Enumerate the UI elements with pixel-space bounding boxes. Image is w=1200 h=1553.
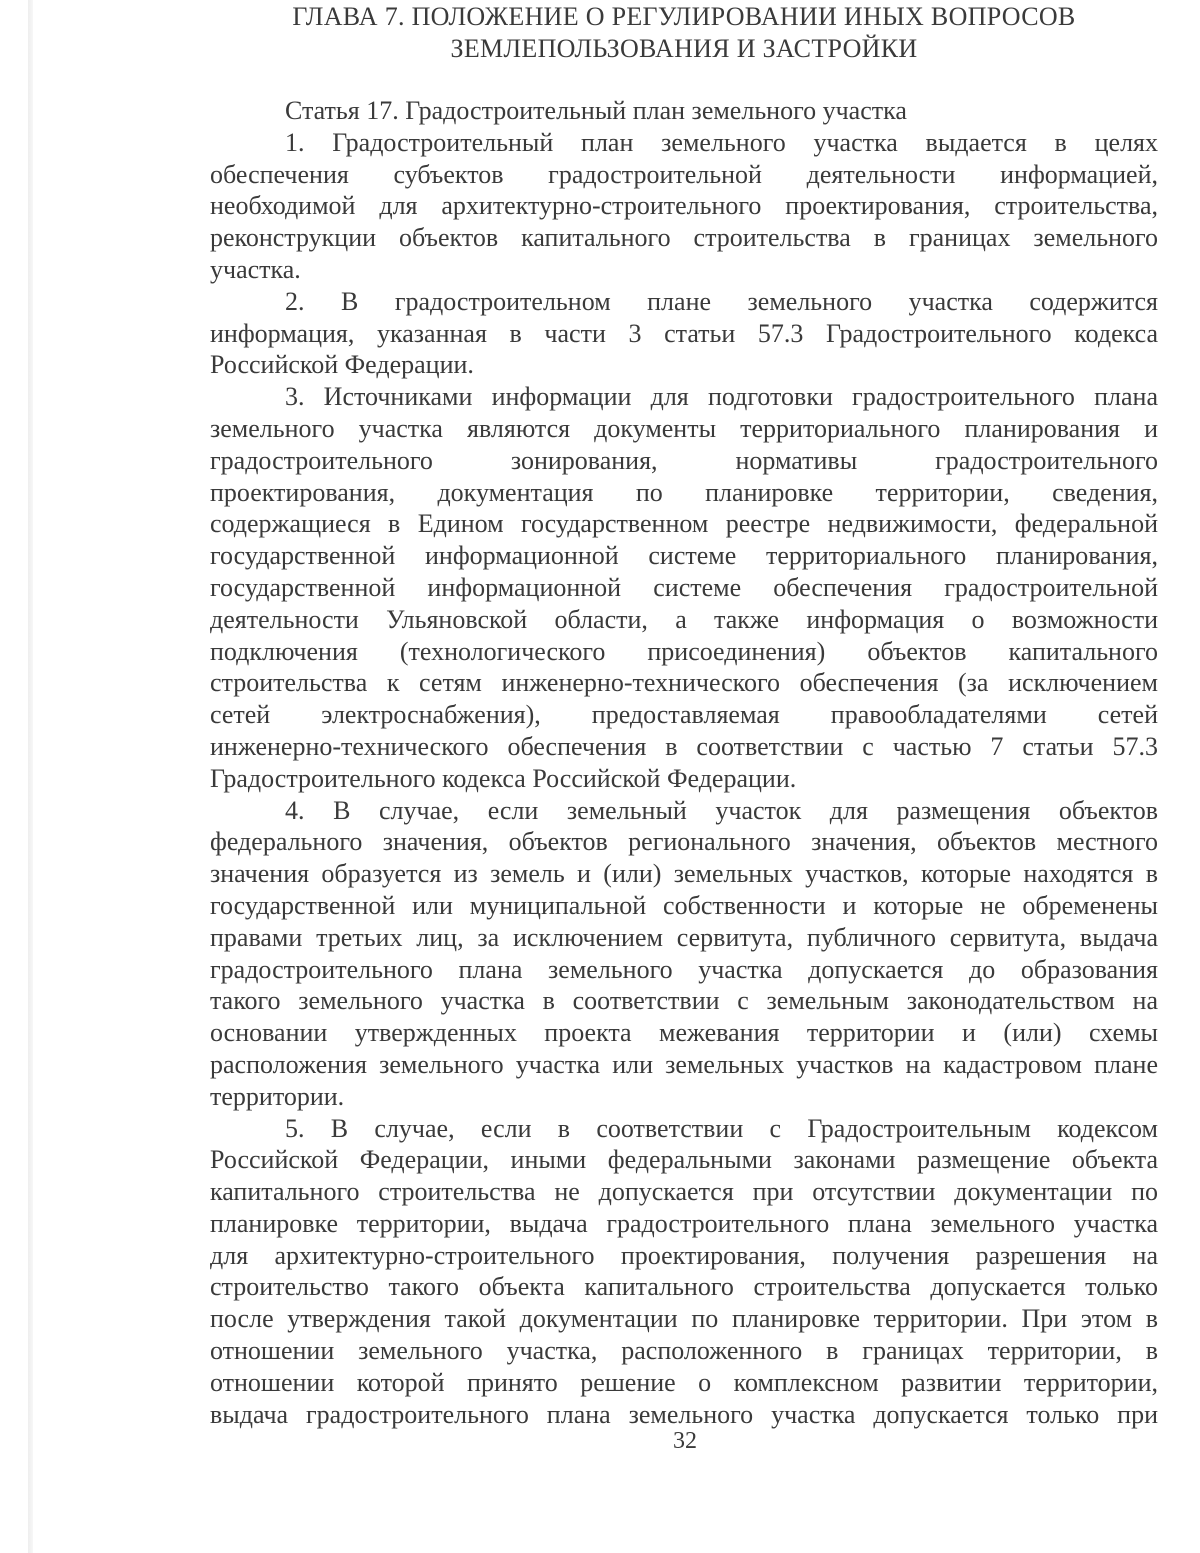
text-line: 3. Источниками информации для подготовки градостроительного плана <box>285 382 1158 412</box>
text-line: значения образуется из земель и (или) земельных участков, которые находятся в <box>210 859 1158 889</box>
text-line: обеспечения субъектов градостроительной деятельности информацией, <box>210 159 1158 189</box>
paragraph <box>210 286 1158 381</box>
text-line: правами третьих лиц, за исключением сервитута, публичного сервитута, выдача <box>210 922 1158 952</box>
article-heading <box>210 95 1158 127</box>
text-line: Российской Федерации, иными федеральными законами размещение объекта <box>210 1145 1158 1175</box>
text-line: инженерно-технического обеспечения в соответствии с частью 7 статьи 57.3 <box>210 731 1158 761</box>
text-line: территории. <box>210 1081 345 1111</box>
text-line: расположения земельного участка или земельных участков на кадастровом плане <box>210 1049 1158 1079</box>
text-line: 1. Градостроительный план земельного участка выдается в целях <box>285 127 1158 157</box>
text-line: информация, указанная в части 3 статьи 57.3 Градостроительного кодекса <box>210 318 1158 348</box>
text-line: для архитектурно-строительного проектирования, получения разрешения на <box>210 1240 1158 1270</box>
text-line: содержащиеся в Едином государственном реестре недвижимости, федеральной <box>210 509 1158 539</box>
text-line: государственной информационной системе обеспечения градостроительной <box>210 572 1158 602</box>
text-line: градостроительного зонирования, нормативы градостроительного <box>210 445 1158 475</box>
text-line: государственной или муниципальной собственности и которые не обременены <box>210 890 1158 920</box>
text-line: Российской Федерации. <box>210 350 474 380</box>
text-line: участка. <box>210 254 301 284</box>
chapter-title-line-1: ГЛАВА 7. ПОЛОЖЕНИЕ О РЕГУЛИРОВАНИИ ИНЫХ ВОПРОСОВ <box>292 2 1076 31</box>
page-number: 32 <box>673 1428 697 1454</box>
text-line: 5. В случае, если в соответствии с Градостроительным кодексом <box>285 1113 1158 1143</box>
paragraph <box>210 1113 1158 1431</box>
text-line: планировке территории, выдача градостроительного плана земельного участка <box>210 1208 1158 1238</box>
text-line: 2. В градостроительном плане земельного участка содержится <box>285 286 1158 316</box>
text-line: деятельности Ульяновской области, а также информация о возможности <box>210 604 1158 634</box>
text-line: Статья 17. Градостроительный план земельного участка <box>285 96 907 125</box>
text-line: отношении которой принято решение о комплексном развитии территории, <box>210 1367 1158 1397</box>
text-line: необходимой для архитектурно-строительного проектирования, строительства, <box>210 191 1158 221</box>
text-line: капитального строительства не допускается при отсутствии документации по <box>210 1177 1158 1207</box>
document-body <box>210 95 1158 1430</box>
text-line: строительства к сетям инженерно-технического обеспечения (за исключением <box>210 668 1158 698</box>
text-line: Градостроительного кодекса Российской Федерации. <box>210 763 797 793</box>
chapter-title-line-2: ЗЕМЛЕПОЛЬЗОВАНИЯ И ЗАСТРОЙКИ <box>450 34 918 63</box>
text-line: земельного участка являются документы территориального планирования и <box>210 413 1158 443</box>
paragraph <box>210 381 1158 794</box>
text-line: отношении земельного участка, расположенного в границах территории, в <box>210 1336 1158 1366</box>
text-line: проектирования, документация по планировке территории, сведения, <box>210 477 1158 507</box>
text-line: основании утвержденных проекта межевания территории и (или) схемы <box>210 1018 1158 1048</box>
scan-edge <box>28 0 33 1553</box>
text-line: после утверждения такой документации по планировке территории. При этом в <box>210 1304 1158 1334</box>
paragraph <box>210 127 1158 286</box>
text-line: государственной информационной системе территориального планирования, <box>210 541 1158 571</box>
text-line: 4. В случае, если земельный участок для размещения объектов <box>285 795 1158 825</box>
text-line: федерального значения, объектов регионального значения, объектов местного <box>210 827 1158 857</box>
text-line: сетей электроснабжения), предоставляемая правообладателями сетей <box>210 700 1158 730</box>
text-line: такого земельного участка в соответствии с земельным законодательством на <box>210 986 1158 1016</box>
text-line: выдача градостроительного плана земельного участка допускается только при <box>210 1399 1158 1429</box>
paragraph <box>210 795 1158 1113</box>
text-line: подключения (технологического присоединения) объектов капитального <box>210 636 1158 666</box>
text-line: строительство такого объекта капитального строительства допускается только <box>210 1272 1158 1302</box>
text-line: градостроительного плана земельного участка допускается до образования <box>210 954 1158 984</box>
text-line: реконструкции объектов капитального строительства в границах земельного <box>210 223 1158 253</box>
